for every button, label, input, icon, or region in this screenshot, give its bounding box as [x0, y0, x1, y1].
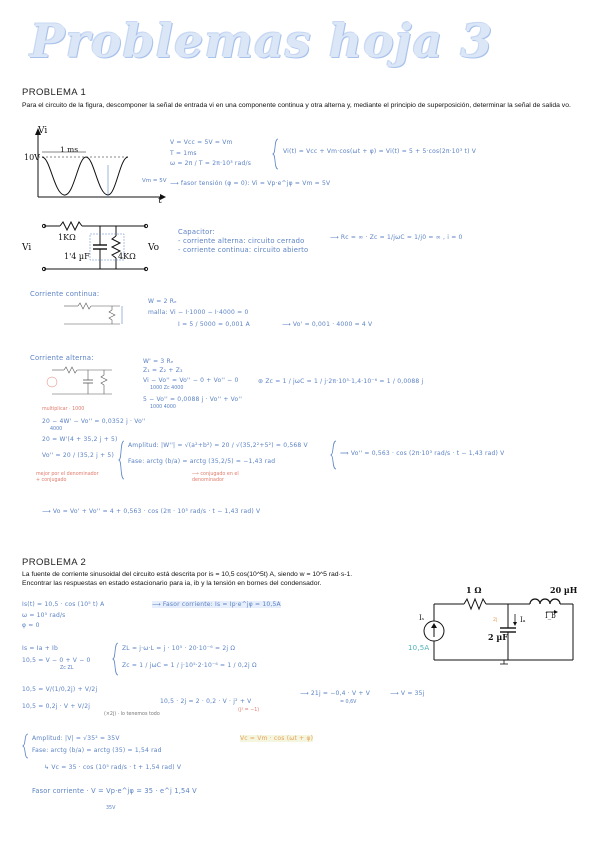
p2-35v: 35V — [106, 806, 116, 811]
rlc-circuit-diagram — [418, 588, 588, 668]
page-title: Problemas hoja 3 — [30, 14, 494, 68]
rlc-l-label: 20 µH — [550, 585, 578, 595]
dc-malla: malla: Vi − I·1000 − I·4000 = 0 — [148, 309, 249, 316]
p2-eq3: 10,5 · 2j = 2 · 0,2 · V · j² + V — [160, 698, 252, 705]
brace-icon — [330, 440, 338, 470]
p2-kcl: Is = Ia + Ib — [22, 645, 59, 652]
brace-icon — [118, 440, 126, 480]
p2-fasor-result: Fasor corriente · V = Vp·e^jφ = 35 · e^j 1,54 V — [32, 787, 197, 795]
rlc-is-label: Iₛ — [419, 614, 425, 622]
problem2-title: PROBLEMA 2 — [22, 557, 87, 568]
p1-vi-equation: Vi(t) = Vcc + Vm·cos(ωt + φ) = Vi(t) = 5 + 5·cos(2π·10³ t) V — [283, 148, 477, 155]
problem1-title: PROBLEMA 1 — [22, 87, 87, 98]
brace-icon — [22, 733, 30, 759]
ac-amplitude: Amplitud: |W''| = √(a²+b²) = 20 / √(35,2²+5²) = 0,568 V — [128, 442, 308, 449]
circuit-vo-label: Vo — [148, 243, 160, 253]
ac-system-3: Vi − Vo'' = Vo'' − 0 + Vo'' − 0 — [143, 377, 239, 384]
ac-circuit-sketch — [48, 362, 120, 398]
p1-data-line-2: T = 1ms — [170, 150, 197, 157]
p2-kcl-2-den: Zc ZL — [60, 666, 74, 671]
p1-data-line-1: V = Vcc = 5V = Vm — [170, 139, 233, 146]
rlc-ib-label: I_b — [545, 612, 556, 620]
rlc-ia-label: Iₐ — [520, 616, 526, 624]
dc-req: W = 2 Rₑ — [148, 298, 177, 305]
brace-icon — [112, 642, 120, 676]
ac-conjugate-note: mejor por el denominador + conjugado — [36, 472, 99, 483]
p2-zc: Zc = 1 / jωC = 1 / j·10⁵·2·10⁻⁶ = 1 / 0,2j Ω — [122, 662, 257, 669]
ac-vo-fraction: Vo'' = 20 / (35,2 j + 5) — [42, 452, 114, 459]
rc-circuit-diagram — [30, 214, 160, 276]
rlc-c-label: 2 µF — [488, 632, 508, 642]
problem2-statement-2: Encontrar las respuestas en estado estacionario para ia, ib y la tensión en bornes del condensador. — [22, 580, 322, 587]
dc-label: Corriente continua: — [30, 290, 100, 298]
p2-is-def: Is(t) = 10,5 · cos (10⁵ t) A — [22, 601, 105, 608]
dc-vo: ⟶ Vo' = 0,001 · 4000 = 4 V — [282, 321, 373, 328]
rlc-impedance-note: 2j — [493, 618, 498, 623]
p2-phi: φ = 0 — [22, 622, 40, 629]
p2-eq4-b: = 0,6V — [340, 700, 357, 705]
ac-phase: Fase: arctg (b/a) = arctg (35,2/5) = −1,43 rad — [128, 458, 276, 465]
circuit-r2-label: 4KΩ — [118, 252, 136, 261]
dc-circuit-sketch — [60, 300, 130, 328]
brace-icon — [272, 138, 280, 170]
circuit-r1-label: 1KΩ — [58, 233, 76, 242]
graph-period-label: 1 ms — [60, 145, 79, 154]
p2-eq4: ⟶ 21j = −0,4 · V + V — [300, 690, 370, 697]
p1-fasor-note: ⟶ fasor tensión (φ = 0): Vi = Vp·e^jφ = Vm = 5V — [170, 180, 331, 187]
capacitor-head: Capacitor: — [178, 228, 215, 236]
p2-amplitude: Amplitud: |V| = √35² = 35V — [32, 735, 120, 742]
graph-10v-label: 10V — [24, 153, 40, 162]
p2-zl: ZL = j·ω·L = j · 10⁵ · 20·10⁻⁶ = 2j Ω — [122, 645, 236, 652]
problem1-statement: Para el circuito de la figura, descomponer la señal de entrada vi en una componente continua y otra alterna y, mediante el principio de superposición, determinar la señal de salida vo. — [22, 102, 571, 109]
ac-zc-calc: ⊛ Zc = 1 / jωC = 1 / j·2π·10³·1,4·10⁻⁶ = 1 / 0,0088 j — [258, 378, 424, 385]
p2-kcl-2: 10,5 = V − 0 + V − 0 — [22, 657, 91, 664]
p1-final-result: ⟶ Vo = Vo' + Vo'' = 4 + 0,563 · cos (2π · 10³ rad/s · t − 1,43 rad) V — [42, 508, 261, 515]
p2-eq2-note: (×2j) · lo tenemos todo — [104, 712, 160, 717]
capacitor-ac-note: - corriente alterna: circuito cerrado — [178, 237, 305, 245]
graph-t-label: t — [158, 196, 162, 206]
ac-eq2: 5 − Vo'' = 0,0088 j · Vo'' + Vo'' — [143, 396, 243, 403]
circuit-c-label: 1'4 µF — [64, 252, 90, 261]
ac-eq2-den: 1000 4000 — [150, 405, 176, 410]
input-signal-graph — [20, 125, 170, 210]
ac-result: ⟹ Vo'' = 0,563 · cos (2π·10³ rad/s · t − 1,43 rad) V — [340, 450, 505, 457]
capacitor-dc-note: - corriente continua: circuito abierto — [178, 246, 309, 254]
ac-eq3: 20 − 4W' − Vo'' = 0,0352 j · Vo'' — [42, 418, 146, 425]
p2-eq3-note: (j² = −1) — [238, 708, 260, 713]
circuit-vi-label: Vi — [22, 243, 32, 253]
p2-voltage-form: Vc = Vm · cos (ωt + φ) — [240, 735, 314, 742]
rlc-r-label: 1 Ω — [466, 585, 482, 595]
p2-eq5: ⟶ V = 35j — [390, 690, 425, 697]
graph-vm-label: Vm = 5V — [142, 178, 167, 184]
ac-multiply-note: multiplicar · 1000 — [42, 407, 85, 412]
ac-eq4: 20 = W'(4 + 35,2 j + 5) — [42, 436, 118, 443]
p2-phase: Fase: arctg (b/a) = arctg (35) = 1,54 rad — [32, 747, 162, 754]
ac-eq3-den: 4000 — [50, 427, 63, 432]
p2-eq1: 10,5 = V/(1/0,2j) + V/2j — [22, 686, 98, 693]
p2-fasor: ⟶ Fasor corriente: Is = Ip·e^jφ = 10,5A — [152, 601, 281, 608]
capacitor-equation: ⟶ Rc = ∞ · Zc = 1/jωC = 1/j0 = ∞ , i = 0 — [330, 234, 463, 241]
p1-data-line-3: ω = 2π / T = 2π·10³ rad/s — [170, 160, 252, 167]
p2-eq2: 10,5 = 0,2j · V + V/2j — [22, 703, 91, 710]
graph-vi-label: Vi — [38, 126, 48, 136]
problem2-statement-1: La fuente de corriente sinusoidal del circuito está descrita por is = 10,5 cos(10^5t) A, siendo w = 10^5 rad·s-1. — [22, 571, 353, 578]
p2-omega: ω = 10⁵ rad/s — [22, 612, 66, 619]
ac-system-4: 1000 Zc 4000 — [150, 386, 184, 391]
ac-system-2: Z₁ = Z₂ + Z₃ — [143, 367, 183, 374]
ac-system-1: W' = 3 Rₑ — [143, 358, 174, 365]
dc-current: I = 5 / 5000 = 0,001 A — [178, 321, 250, 328]
ac-label: Corriente alterna: — [30, 354, 94, 362]
rlc-source-value: 10,5A — [408, 644, 430, 652]
ac-conjugado-note: ⟶ conjugado en el denominador — [192, 472, 239, 483]
p2-vc-result: ↳ Vc = 35 · cos (10⁵ rad/s · t + 1,54 rad) V — [44, 764, 182, 771]
